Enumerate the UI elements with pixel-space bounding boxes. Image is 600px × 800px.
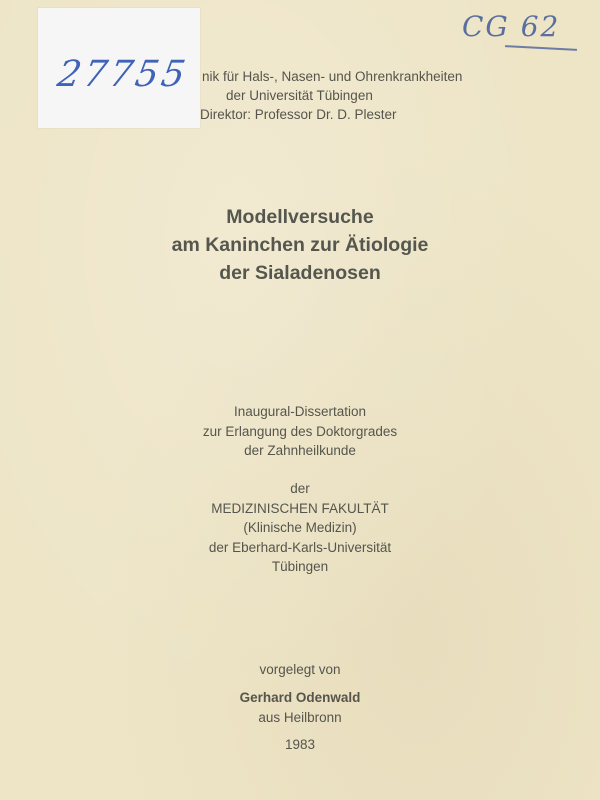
header-director: Direktor: Professor Dr. D. Plester [200, 107, 397, 122]
title-line-3: der Sialadenosen [219, 262, 381, 284]
dissertation-line-3: der Zahnheilkunde [244, 443, 356, 458]
document-title [0, 203, 600, 287]
author-origin: aus Heilbronn [258, 709, 342, 725]
author-name: Gerhard Odenwald [239, 690, 361, 705]
faculty-statement [0, 479, 600, 577]
dissertation-line-1: Inaugural-Dissertation [233, 404, 367, 419]
title-line-2: am Kaninchen zur Ätiologie [171, 234, 429, 256]
dissertation-statement [0, 402, 600, 461]
author-block [0, 688, 600, 727]
faculty-line-3: (Klinische Medizin) [243, 520, 357, 535]
presented-by [0, 660, 600, 680]
institution-header [202, 67, 532, 124]
handwritten-underline [505, 45, 577, 51]
publication-year [0, 735, 600, 755]
year-text: 1983 [284, 737, 316, 752]
dissertation-line-2: zur Erlangung des Doktorgrades [202, 423, 398, 439]
faculty-line-4: der Eberhard-Karls-Universität [208, 539, 392, 555]
header-clinic: nik für Hals-, Nasen- und Ohrenkrankheiten [202, 69, 463, 84]
title-line-1: Modellversuche [226, 206, 374, 228]
presented-by-text: vorgelegt von [259, 662, 341, 677]
faculty-line-5: Tübingen [271, 559, 329, 574]
faculty-line-2: MEDIZINISCHEN FAKULTÄT [211, 500, 389, 516]
header-university: der Universität Tübingen [226, 88, 373, 103]
handwritten-number: 27755 [54, 54, 192, 95]
faculty-line-1: der [290, 481, 310, 496]
handwritten-code: CG 62 [462, 10, 561, 43]
